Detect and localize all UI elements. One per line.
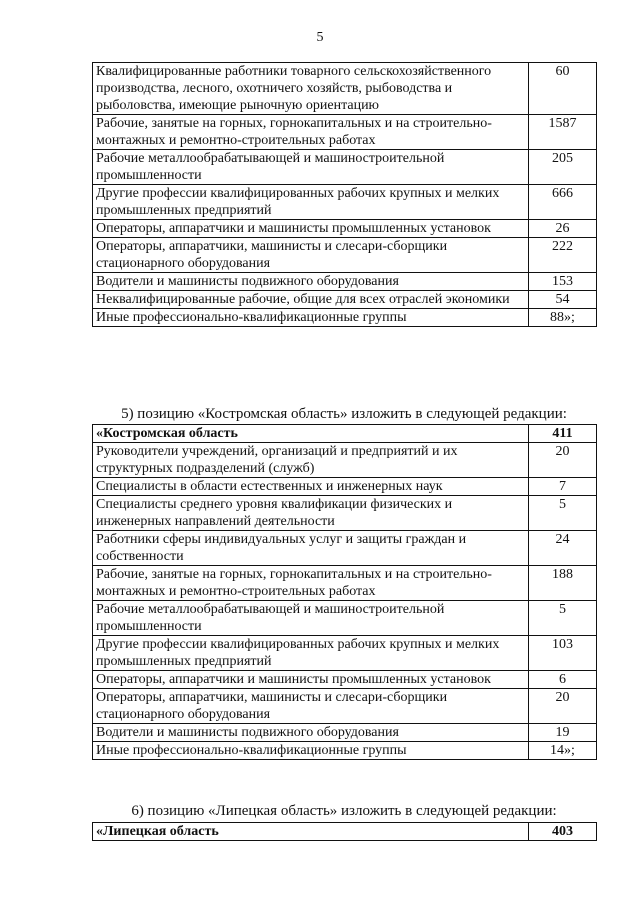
- table-row: [93, 496, 597, 531]
- occupation-label: Операторы, аппаратчики и машинисты промышленных установок: [93, 220, 529, 238]
- table-row: [93, 291, 597, 309]
- occupation-label: Водители и машинисты подвижного оборудования: [93, 724, 529, 742]
- occupation-label: Квалифицированные работники товарного сельскохозяйственного производства, лесного, охотничего хозяйств, рыбоводства и рыболовства, имеющие рыночную ориентацию: [93, 63, 529, 115]
- table-row: [93, 115, 597, 150]
- occupation-value: 5: [529, 496, 597, 531]
- occupation-value: 5: [529, 601, 597, 636]
- page-number: 5: [316, 30, 324, 45]
- occupation-label: Специалисты в области естественных и инженерных наук: [93, 478, 529, 496]
- occupation-label: Иные профессионально-квалификационные группы: [93, 309, 529, 327]
- paragraph-kostroma: 5) позицию «Костромская область» изложить в следующей редакции:: [121, 406, 567, 422]
- occupation-value: 14»;: [529, 742, 597, 760]
- table-lipetsk: [92, 822, 597, 841]
- occupation-value: 20: [529, 689, 597, 724]
- table-row: [93, 220, 597, 238]
- occupation-value: 20: [529, 443, 597, 478]
- table-row: [93, 150, 597, 185]
- table-row: [93, 309, 597, 327]
- occupation-value: 153: [529, 273, 597, 291]
- occupation-value: 24: [529, 531, 597, 566]
- occupation-value: 1587: [529, 115, 597, 150]
- occupation-label: Неквалифицированные рабочие, общие для всех отраслей экономики: [93, 291, 529, 309]
- occupation-label: Операторы, аппаратчики и машинисты промышленных установок: [93, 671, 529, 689]
- occupation-value: 19: [529, 724, 597, 742]
- occupation-value: 666: [529, 185, 597, 220]
- table-row: [93, 689, 597, 724]
- region-name: «Липецкая область: [93, 823, 529, 841]
- occupation-value: 205: [529, 150, 597, 185]
- region-name: «Костромская область: [93, 425, 529, 443]
- occupation-label: Руководители учреждений, организаций и предприятий и их структурных подразделений (служб): [93, 443, 529, 478]
- table-row: [93, 443, 597, 478]
- occupation-value: 103: [529, 636, 597, 671]
- occupation-label: Операторы, аппаратчики, машинисты и слесари-сборщики стационарного оборудования: [93, 689, 529, 724]
- occupation-label: Специалисты среднего уровня квалификации физических и инженерных направлений деятельности: [93, 496, 529, 531]
- table-row: [93, 185, 597, 220]
- occupation-label: Рабочие, занятые на горных, горнокапитальных и на строительно-монтажных и ремонтно-строительных работах: [93, 115, 529, 150]
- occupation-value: 222: [529, 238, 597, 273]
- occupation-value: 188: [529, 566, 597, 601]
- occupation-value: 54: [529, 291, 597, 309]
- table-row: [93, 531, 597, 566]
- table-row: [93, 478, 597, 496]
- region-total: 403: [529, 823, 597, 841]
- occupation-label: Рабочие металлообрабатывающей и машиностроительной промышленности: [93, 150, 529, 185]
- table-row: [93, 63, 597, 115]
- occupation-label: Другие профессии квалифицированных рабочих крупных и мелких промышленных предприятий: [93, 185, 529, 220]
- table-row: [93, 601, 597, 636]
- occupation-label: Водители и машинисты подвижного оборудования: [93, 273, 529, 291]
- table-kostroma: [92, 424, 597, 760]
- table-row: [93, 566, 597, 601]
- occupation-label: Операторы, аппаратчики, машинисты и слесари-сборщики стационарного оборудования: [93, 238, 529, 273]
- region-header-row: [93, 823, 597, 841]
- occupation-value: 6: [529, 671, 597, 689]
- table-row: [93, 724, 597, 742]
- table-row: [93, 273, 597, 291]
- occupation-label: Другие профессии квалифицированных рабочих крупных и мелких промышленных предприятий: [93, 636, 529, 671]
- occupation-label: Рабочие металлообрабатывающей и машиностроительной промышленности: [93, 601, 529, 636]
- occupation-label: Рабочие, занятые на горных, горнокапитальных и на строительно-монтажных и ремонтно-строительных работах: [93, 566, 529, 601]
- region-header-row: [93, 425, 597, 443]
- occupation-label: Иные профессионально-квалификационные группы: [93, 742, 529, 760]
- paragraph-lipetsk: 6) позицию «Липецкая область» изложить в следующей редакции:: [131, 803, 557, 819]
- table-row: [93, 742, 597, 760]
- table-row: [93, 238, 597, 273]
- occupation-value: 60: [529, 63, 597, 115]
- table-row: [93, 636, 597, 671]
- table-continuation: [92, 62, 597, 327]
- occupation-value: 7: [529, 478, 597, 496]
- occupation-label: Работники сферы индивидуальных услуг и защиты граждан и собственности: [93, 531, 529, 566]
- occupation-value: 88»;: [529, 309, 597, 327]
- region-total: 411: [529, 425, 597, 443]
- occupation-value: 26: [529, 220, 597, 238]
- table-row: [93, 671, 597, 689]
